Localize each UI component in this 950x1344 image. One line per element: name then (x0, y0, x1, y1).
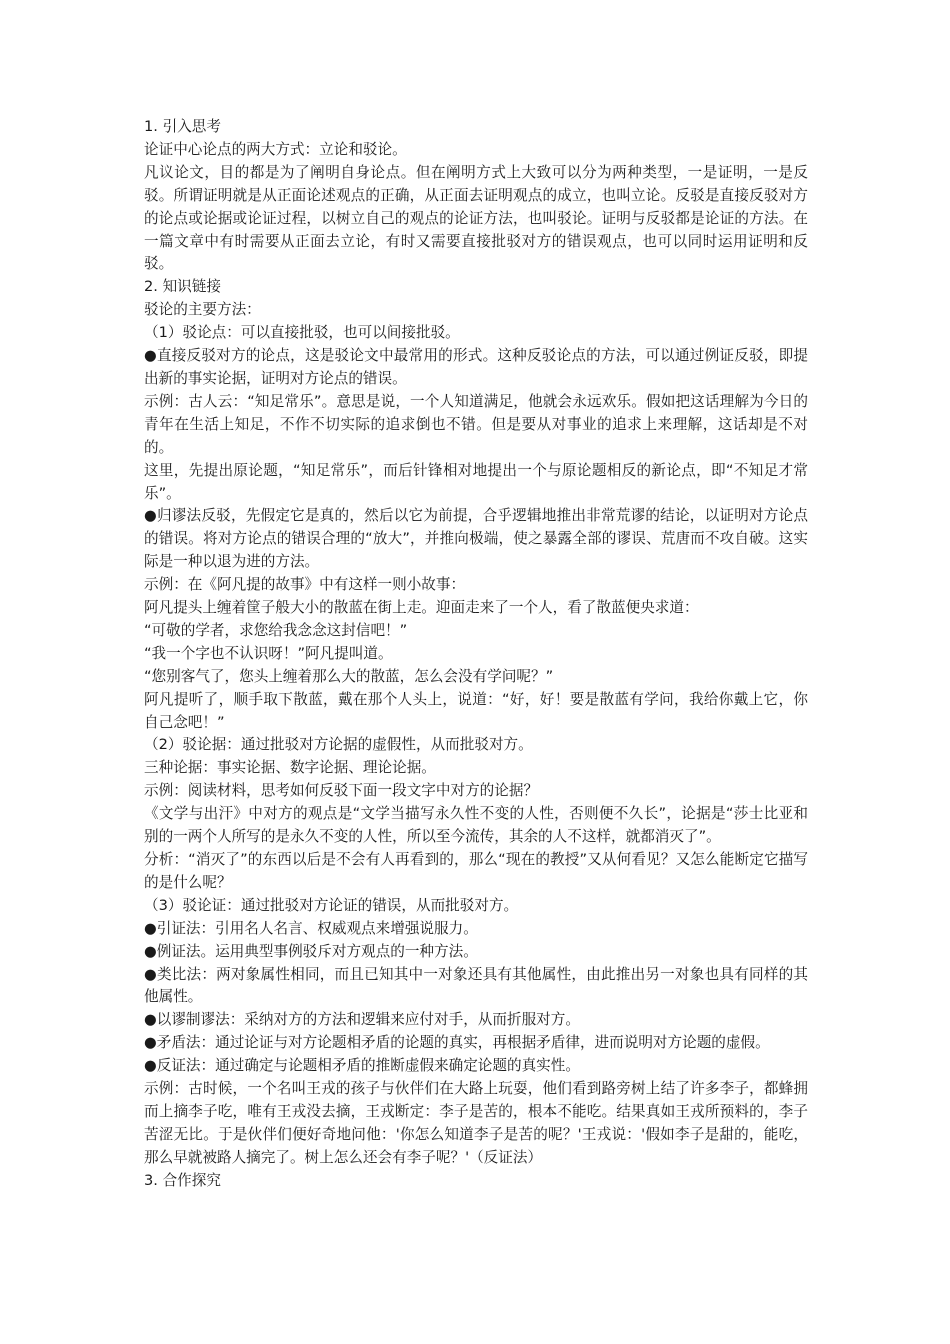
example-paragraph: 示例：古人云：“知足常乐”。意思是说，一个人知道满足，他就会永远欢乐。假如把这话理解为今日的青年在生活上知足，不作不切实际的追求倒也不错。但是要从对事业的追求上来理解，这话却是不对的。 (144, 392, 808, 456)
bullet-paragraph: ●反证法：通过确定与论题相矛盾的推断虚假来确定论题的真实性。 (144, 1057, 580, 1075)
example-paragraph: 示例：阅读材料，思考如何反驳下面一段文字中对方的论据？ (144, 782, 539, 800)
subheading: （3）驳论证：通过批驳对方论证的错误，从而批驳对方。 (144, 896, 519, 914)
dialogue-line: “可敬的学者，求您给我念念这封信吧！” (144, 621, 408, 639)
dialogue-line: “我一个字也不认识呀！”阿凡提叫道。 (144, 644, 393, 662)
paragraph: 凡议论文，目的都是为了阐明自身论点。但在阐明方式上大致可以分为两种类型，一是证明，一是反驳。所谓证明就是从正面论述观点的正确，从正面去证明观点的成立，也叫立论。反驳是直接反驳对方的论点或论据或论证过程，以树立自己的观点的论证方法，也叫驳论。证明与反驳都是论证的方法。在一篇文章中有时需要从正面去立论，有时又需要直接批驳对方的错误观点，也可以同时运用证明和反驳。 (144, 163, 808, 273)
subheading: （1）驳论点：可以直接批驳，也可以间接批驳。 (144, 324, 460, 342)
bullet-paragraph: ●例证法。运用典型事例驳斥对方观点的一种方法。 (144, 942, 478, 960)
paragraph: 《文学与出汗》中对方的观点是“文学当描写永久性不变的人性，否则便不久长”，论据是“莎士比亚和别的一两个人所写的是永久不变的人性，所以至今流传，其余的人不这样，就都消灭了”。 (144, 805, 808, 846)
paragraph: 论证中心论点的两大方式：立论和驳论。 (144, 140, 407, 158)
bullet-paragraph: ●以谬制谬法：采纳对方的方法和逻辑来应付对手，从而折服对方。 (144, 1011, 580, 1029)
example-paragraph: 示例：古时候，一个名叫王戎的孩子与伙伴们在大路上玩耍，他们看到路旁树上结了许多李子，都蜂拥而上摘李子吃，唯有王戎没去摘，王戎断定：李子是苦的，根本不能吃。结果真如王戎所预料的，李子苦涩无比。于是伙伴们便好奇地问他：'你怎么知道李子是苦的呢？'王戎说：'假如李子是甜的，能吃，那么早就被路人摘完了。树上怎么还会有李子呢？'（反证法） (144, 1080, 808, 1166)
paragraph: 三种论据：事实论据、数字论据、理论论据。 (144, 759, 436, 777)
subheading: （2）驳论据：通过批驳对方论据的虚假性，从而批驳对方。 (144, 736, 533, 754)
paragraph: 阿凡提听了，顺手取下散蓝，戴在那个人头上，说道：“好，好！要是散蓝有学问，我给你戴上它，你自己念吧！” (144, 690, 808, 731)
bullet-paragraph: ●类比法：两对象属性相同，而且已知其中一对象还具有其他属性，由此推出另一对象也具有同样的其他属性。 (144, 965, 808, 1006)
section-heading: 3. 合作探究 (144, 1171, 221, 1189)
analysis-paragraph: 分析：“消灭了”的东西以后是不会有人再看到的，那么“现在的教授”又从何看见？又怎么能断定它描写的是什么呢？ (144, 851, 808, 891)
bullet-paragraph: ●直接反驳对方的论点，这是驳论文中最常用的形式。这种反驳论点的方法，可以通过例证反驳，即提出新的事实论据，证明对方论点的错误。 (144, 347, 808, 387)
bullet-paragraph: ●归谬法反驳，先假定它是真的，然后以它为前提，合乎逻辑地推出非常荒谬的结论，以证明对方论点的错误。将对方论点的错误合理的“放大”，并推向极端，使之暴露全部的谬误、荒唐而不攻自破。这实际是一种以退为进的方法。 (144, 507, 808, 571)
example-paragraph: 示例：在《阿凡提的故事》中有这样一则小故事： (144, 576, 466, 594)
paragraph: 阿凡提头上缠着筐子般大小的散蓝在街上走。迎面走来了一个人，看了散蓝便央求道： (144, 599, 699, 617)
paragraph: 这里，先提出原论题，“知足常乐”，而后针锋相对地提出一个与原论题相反的新论点，即“不知足才常乐”。 (144, 461, 808, 502)
section-heading: 2. 知识链接 (144, 278, 221, 296)
section-heading: 1. 引入思考 (144, 118, 221, 135)
bullet-paragraph: ●引证法：引用名人名言、权威观点来增强说服力。 (144, 919, 478, 937)
document-body (144, 116, 808, 1193)
bullet-paragraph: ●矛盾法：通过论证与对方论题相矛盾的论题的真实，再根据矛盾律，进而说明对方论题的虚假。 (144, 1034, 770, 1052)
dialogue-line: “您别客气了，您头上缠着那么大的散蓝，怎么会没有学问呢？” (144, 667, 554, 685)
paragraph: 驳论的主要方法： (144, 301, 261, 319)
